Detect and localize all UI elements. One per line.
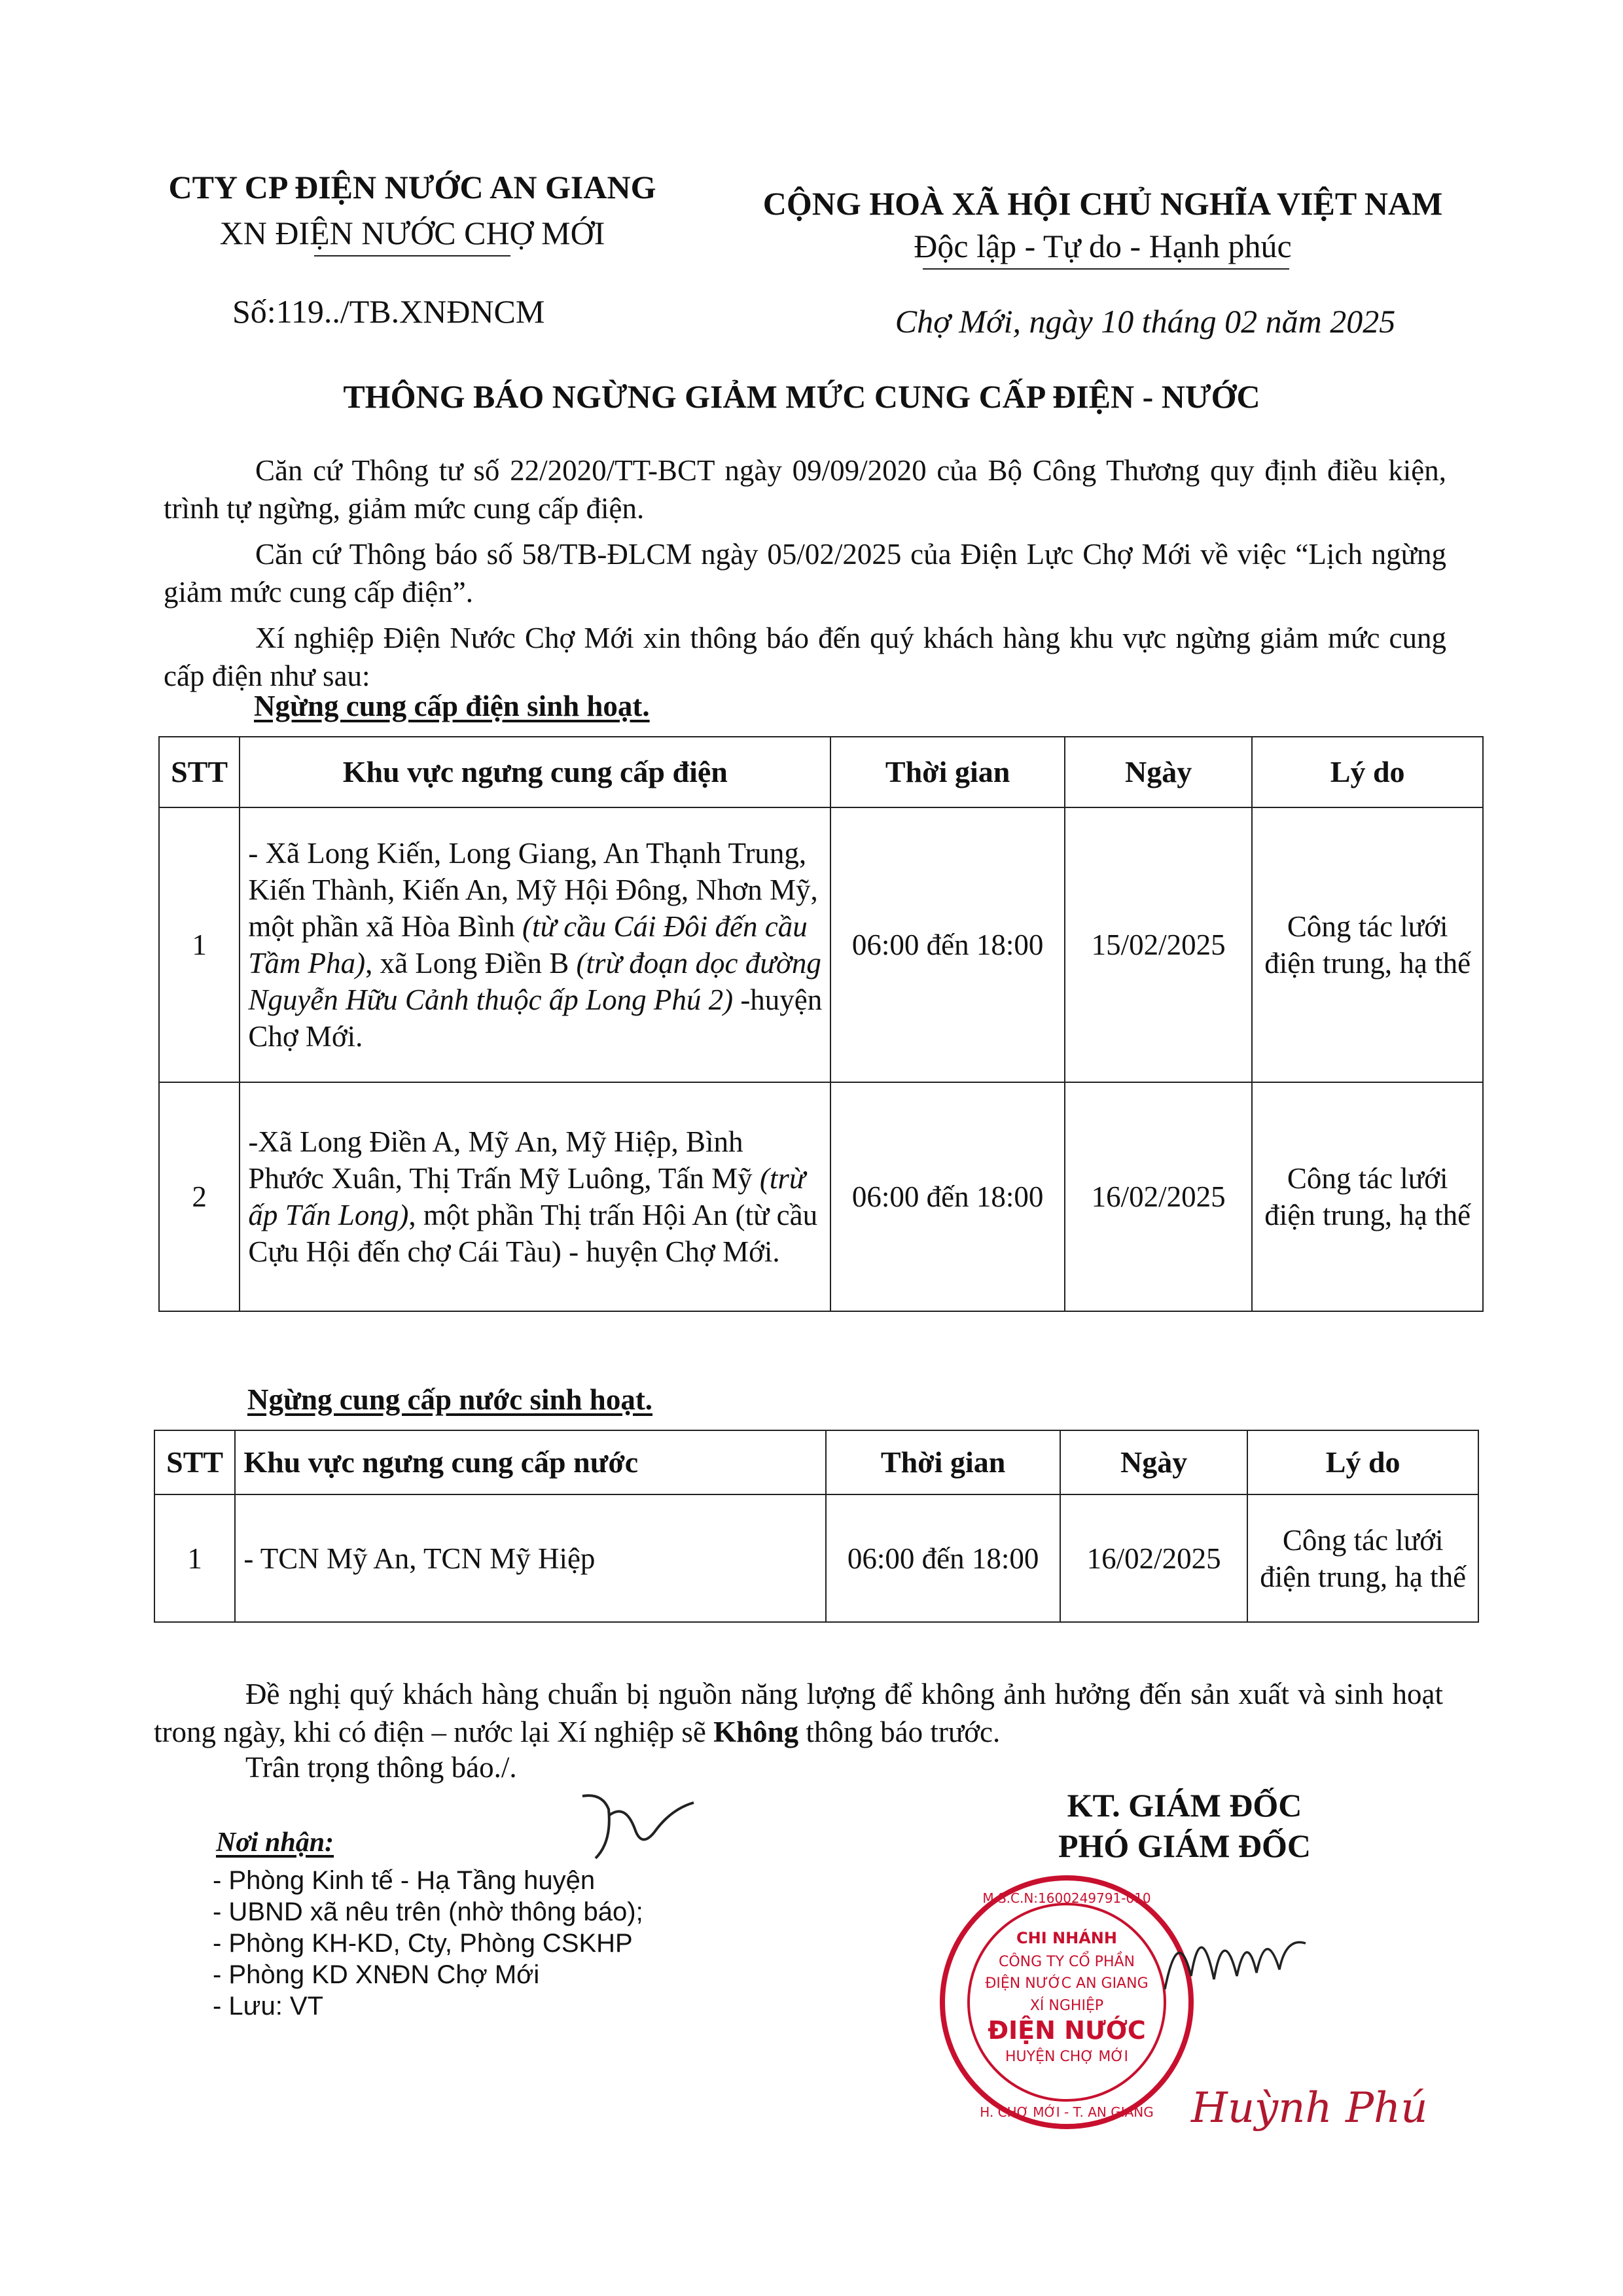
svg-text:H. CHỢ MỚI - T. AN GIANG: H. CHỢ MỚI - T. AN GIANG bbox=[980, 2104, 1154, 2120]
header-area: Khu vực ngưng cung cấp điện bbox=[240, 737, 830, 807]
area-text: -Xã Long Điền A, Mỹ An, Mỹ Hiệp, Bình Phước Xuân, Thị Trấn Mỹ Luông, Tấn Mỹ bbox=[248, 1125, 760, 1195]
row-date: 16/02/2025 bbox=[1060, 1494, 1247, 1622]
row-time: 06:00 đến 18:00 bbox=[830, 807, 1065, 1082]
area-text: , một phần Thị trấn Hội An (từ cầu Cựu Hội đến chợ Cái Tàu) - huyện Chợ Mới. bbox=[248, 1199, 818, 1268]
document-title: THÔNG BÁO NGỪNG GIẢM MỨC CUNG CẤP ĐIỆN - NƯỚC bbox=[343, 378, 1260, 415]
header-reason: Lý do bbox=[1247, 1430, 1478, 1494]
paragraph-advice bbox=[154, 1675, 1443, 1751]
closing-line: Trân trọng thông báo./. bbox=[245, 1751, 517, 1784]
recipient-item: - UBND xã nêu trên (nhờ thông báo); bbox=[213, 1898, 643, 1926]
svg-text:HUYỆN CHỢ MỚI: HUYỆN CHỢ MỚI bbox=[1005, 2049, 1128, 2065]
header-area: Khu vực ngưng cung cấp nước bbox=[235, 1430, 826, 1494]
recipient-item: - Phòng KH-KD, Cty, Phòng CSKHP bbox=[213, 1929, 633, 1958]
signature-title-1: KT. GIÁM ĐỐC bbox=[1067, 1787, 1302, 1824]
table-row bbox=[159, 807, 1483, 1082]
row-reason: Công tác lưới điện trung, hạ thế bbox=[1247, 1494, 1478, 1622]
svg-text:CHI NHÁNH: CHI NHÁNH bbox=[1016, 1929, 1117, 1947]
signature-scribble bbox=[1152, 1898, 1322, 2015]
header-date: Ngày bbox=[1065, 737, 1252, 807]
advice-text: thông báo trước. bbox=[798, 1716, 1001, 1748]
svg-text:ĐIỆN NƯỚC: ĐIỆN NƯỚC bbox=[988, 2016, 1146, 2045]
unit-name: XN ĐIỆN NƯỚC CHỢ MỚI bbox=[219, 215, 605, 251]
doc-number: Số:119../TB.XNĐNCM bbox=[232, 293, 545, 330]
svg-text:CÔNG TY CỔ PHẦN: CÔNG TY CỔ PHẦN bbox=[998, 1954, 1135, 1970]
power-section-heading: Ngừng cung cấp điện sinh hoạt. bbox=[254, 690, 650, 722]
area-text: , xã Long Điền B bbox=[365, 947, 577, 980]
area-exception: (trừ ấp Tấn Long) bbox=[248, 1162, 806, 1231]
recipient-item: - Phòng Kinh tế - Hạ Tầng huyện bbox=[213, 1866, 596, 1895]
unit-underline bbox=[314, 255, 510, 256]
recipients-label: Nơi nhận: bbox=[216, 1828, 334, 1858]
paragraph-legal-basis-1: Căn cứ Thông tư số 22/2020/TT-BCT ngày 09/09/2020 của Bộ Công Thương quy định điều kiện, trình tự ngừng, giảm mức cung cấp điện. bbox=[164, 454, 1446, 525]
area-exception: (từ cầu Cái Đôi đến cầu Tầm Pha) bbox=[248, 910, 808, 980]
row-time: 06:00 đến 18:00 bbox=[830, 1082, 1065, 1311]
header-time: Thời gian bbox=[826, 1430, 1060, 1494]
row-stt: 2 bbox=[159, 1082, 240, 1311]
header-reason: Lý do bbox=[1252, 737, 1483, 807]
recipients-list bbox=[213, 1865, 643, 2022]
advice-emphasis: Không bbox=[713, 1716, 799, 1748]
header-stt: STT bbox=[159, 737, 240, 807]
place-date: Chợ Mới, ngày 10 tháng 02 năm 2025 bbox=[895, 303, 1396, 340]
row-reason: Công tác lưới điện trung, hạ thế bbox=[1252, 1082, 1483, 1311]
power-table bbox=[158, 736, 1484, 1312]
header-date: Ngày bbox=[1060, 1430, 1247, 1494]
svg-text:XÍ NGHIỆP: XÍ NGHIỆP bbox=[1029, 1998, 1104, 2014]
row-stt: 1 bbox=[154, 1494, 235, 1622]
country-name: CỘNG HOÀ XÃ HỘI CHỦ NGHĨA VIỆT NAM bbox=[762, 185, 1443, 222]
company-name: CTY CP ĐIỆN NƯỚC AN GIANG bbox=[168, 169, 656, 205]
header-stt: STT bbox=[154, 1430, 235, 1494]
row-area bbox=[240, 807, 830, 1082]
svg-text:M.S.C.N:1600249791-010: M.S.C.N:1600249791-010 bbox=[982, 1890, 1151, 1906]
area-text: - Xã Long Kiến, Long Giang, An Thạnh Trung, Kiến Thành, Kiến An, Mỹ Hội Đông, Nhơn Mỹ, một phần xã Hòa Bình bbox=[248, 837, 818, 943]
advice-text: Đề nghị quý khách hàng chuẩn bị nguồn năng lượng để không ảnh hưởng đến sản xuất và sinh hoạt trong ngày, khi có điện – nước lại Xí nghiệp sẽ bbox=[154, 1678, 1443, 1748]
area-text: -huyện Chợ Mới. bbox=[248, 983, 823, 1053]
svg-text:ĐIỆN NƯỚC AN GIANG: ĐIỆN NƯỚC AN GIANG bbox=[985, 1975, 1149, 1992]
recipient-item: - Lưu: VT bbox=[213, 1992, 324, 2021]
row-area: - TCN Mỹ An, TCN Mỹ Hiệp bbox=[235, 1494, 826, 1622]
water-section-heading: Ngừng cung cấp nước sinh hoạt. bbox=[247, 1383, 653, 1416]
recipient-item: - Phòng KD XNĐN Chợ Mới bbox=[213, 1960, 540, 1989]
row-time: 06:00 đến 18:00 bbox=[826, 1494, 1060, 1622]
row-reason: Công tác lưới điện trung, hạ thế bbox=[1252, 807, 1483, 1082]
header-time: Thời gian bbox=[830, 737, 1065, 807]
initials-scribble bbox=[563, 1770, 713, 1868]
motto: Độc lập - Tự do - Hạnh phúc bbox=[914, 228, 1292, 264]
table-row bbox=[154, 1494, 1478, 1622]
paragraph-notice: Xí nghiệp Điện Nước Chợ Mới xin thông báo đến quý khách hàng khu vực ngừng giảm mức cung cấp điện như sau: bbox=[164, 622, 1446, 692]
signature-title-2: PHÓ GIÁM ĐỐC bbox=[1058, 1828, 1311, 1864]
water-table-header bbox=[154, 1430, 1478, 1494]
area-exception: (trừ đoạn dọc đường Nguyễn Hữu Cảnh thuộc ấp Long Phú 2) bbox=[248, 947, 821, 1016]
row-date: 16/02/2025 bbox=[1065, 1082, 1252, 1311]
table-row bbox=[159, 1082, 1483, 1311]
motto-underline bbox=[923, 268, 1289, 270]
power-table-header bbox=[159, 737, 1483, 807]
row-stt: 1 bbox=[159, 807, 240, 1082]
water-table bbox=[154, 1430, 1479, 1623]
row-date: 15/02/2025 bbox=[1065, 807, 1252, 1082]
paragraph-legal-basis-2: Căn cứ Thông báo số 58/TB-ĐLCM ngày 05/02/2025 của Điện Lực Chợ Mới về việc “Lịch ngừng giảm mức cung cấp điện”. bbox=[164, 538, 1446, 609]
row-area bbox=[240, 1082, 830, 1311]
signer-name: Huỳnh Phú bbox=[1191, 2084, 1428, 2132]
